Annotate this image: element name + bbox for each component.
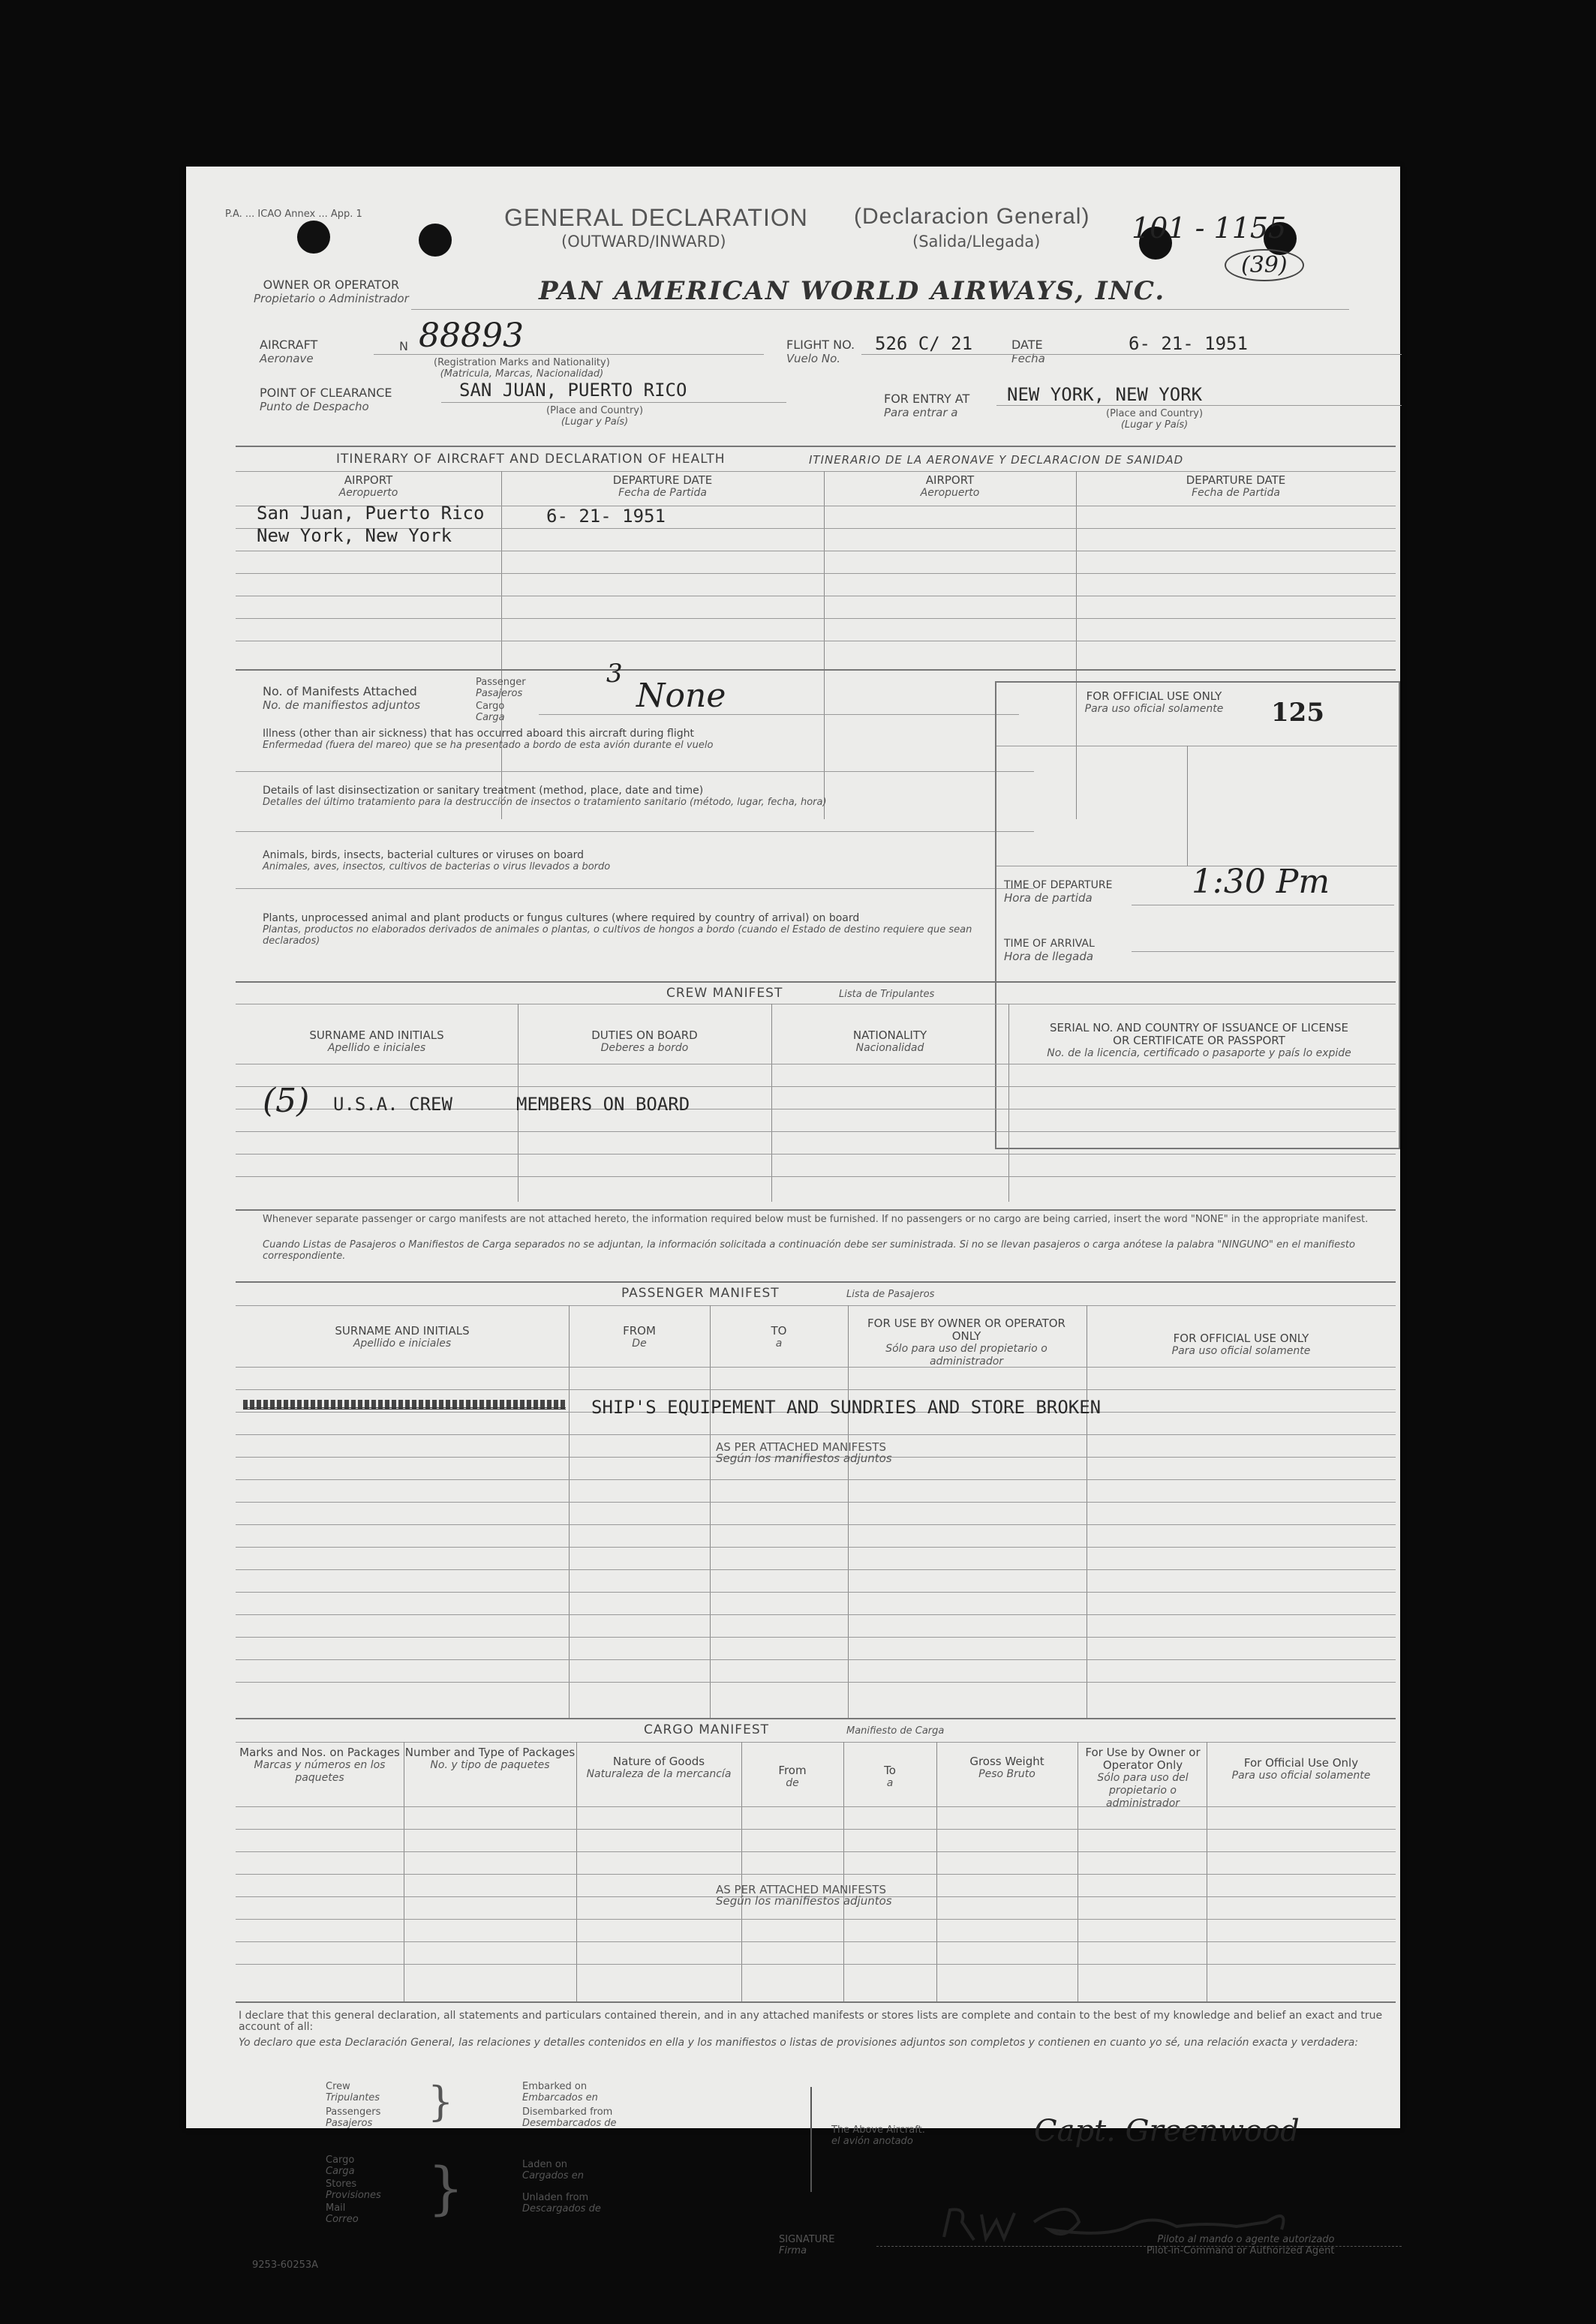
decl-disembarked: Disembarked from Desembarcados de xyxy=(522,2106,617,2129)
flight-date: 6- 21- 1951 xyxy=(1129,333,1248,354)
declaration-form xyxy=(186,167,1400,2271)
crew-entry-a: U.S.A. CREW xyxy=(333,1094,452,1115)
official-use-label: FOR OFFICIAL USE ONLY Para uso oficial solamente xyxy=(1084,689,1224,715)
decl-passengers: Passengers Pasajeros xyxy=(326,2106,381,2129)
manifest-note: Whenever separate passenger or cargo manifests are not attached hereto, the information required below must be furnished. If no passengers or no cargo are being carried, insert the word "NONE" in the appropriate manifest. xyxy=(263,1214,1369,1225)
passenger-entry: SHIP'S EQUIPEMENT AND SUNDRIES AND STORE BROKEN xyxy=(591,1397,1102,1418)
departure-time: 1:30 Pm xyxy=(1192,863,1330,901)
cargo-header-packages: Number and Type of Packages No. y tipo de paquetes xyxy=(404,1746,576,1771)
struck-out-name xyxy=(243,1400,566,1410)
signature-label: SIGNATURE Firma xyxy=(779,2234,835,2256)
crew-manifest-title-es: Lista de Tripulantes xyxy=(839,989,935,1000)
passenger-header-surname: SURNAME AND INITIALS Apellido e iniciales xyxy=(335,1324,470,1350)
cargo-header-goods: Nature of Goods Naturaleza de la mercancía xyxy=(586,1755,732,1780)
passenger-manifest-title-es: Lista de Pasajeros xyxy=(846,1289,935,1300)
cargo-manifest-title-es: Manifiesto de Carga xyxy=(846,1725,945,1737)
cargo-header-owner-use: For Use by Owner or Operator Only Sólo para uso del propietario o administrador xyxy=(1085,1746,1201,1809)
itinerary-header-airport-1: AIRPORT Aeropuerto xyxy=(338,473,398,499)
clearance-place-note: (Place and Country) (Lugar y País) xyxy=(546,405,644,428)
decl-cargo: Cargo Carga xyxy=(326,2154,355,2177)
clearance-value: SAN JUAN, PUERTO RICO xyxy=(459,380,687,401)
cargo-attached: AS PER ATTACHED MANIFESTS Según los manifiestos adjuntos xyxy=(716,1883,892,1908)
official-number: 125 xyxy=(1271,698,1324,728)
aircraft-prefix: N xyxy=(399,339,408,353)
crew-header-nationality: NATIONALITY Nacionalidad xyxy=(852,1028,927,1054)
form-title-es: (Declaracion General) xyxy=(854,204,1090,229)
passenger-header-official-use: FOR OFFICIAL USE ONLY Para uso oficial solamente xyxy=(1171,1332,1311,1357)
captain-name: Capt. Greenwood xyxy=(1034,2114,1300,2148)
passenger-header-to: TO a xyxy=(771,1324,787,1350)
cargo-header-to: To a xyxy=(884,1764,896,1789)
cargo-header-weight: Gross Weight Peso Bruto xyxy=(969,1755,1044,1780)
punch-hole xyxy=(419,224,452,257)
decl-embarked: Embarked on Embarcados en xyxy=(522,2081,598,2103)
passenger-manifest-count: 3 xyxy=(606,659,623,689)
passenger-attached: AS PER ATTACHED MANIFESTS Según los manifiestos adjuntos xyxy=(716,1440,892,1465)
form-subtitle: (OUTWARD/INWARD) xyxy=(561,233,726,251)
passenger-manifest-title: PASSENGER MANIFEST xyxy=(621,1286,780,1301)
cargo-manifest-value: None xyxy=(636,677,726,715)
manifest-note-es: Cuando Listas de Pasajeros o Manifiestos de Carga separados no se adjuntan, la información solicitada a continuación debe ser suministrada. Si no se llevan pasajeros o carga anótese la palabra "NINGUNO" en el manifiesto correspondiente. xyxy=(263,1239,1355,1262)
entry-place-note: (Place and Country) (Lugar y País) xyxy=(1106,408,1204,431)
cargo-label: Cargo Carga xyxy=(476,701,505,723)
itinerary-title-es: ITINERARIO DE LA AERONAVE Y DECLARACION DE SANIDAD xyxy=(809,453,1184,467)
passenger-header-from: FROM De xyxy=(623,1324,656,1350)
aircraft-label: AIRCRAFT Aeronave xyxy=(260,338,318,365)
date-label: DATE Fecha xyxy=(1011,338,1045,365)
itinerary-airport: San Juan, Puerto Rico xyxy=(257,503,485,524)
brace: } xyxy=(428,2154,464,2221)
declaration-text-es: Yo declaro que esta Declaración General, las relaciones y detalles contenidos en ella y los manifiestos o listas de provisiones adjuntos son completos y contienen en cuanto yo sé, una relación exacta y verdadera: xyxy=(239,2037,1359,2049)
pilot-label: Piloto al mando o agente autorizado Pilot-in-Command or Authorized Agent xyxy=(1147,2234,1335,2256)
flight-label: FLIGHT NO. Vuelo No. xyxy=(786,338,855,365)
entry-label: FOR ENTRY AT Para entrar a xyxy=(884,392,970,419)
plants-label: Plants, unprocessed animal and plant products or fungus cultures (where required by country of arrival) on board Plantas, productos no elaborados derivados de animales o plantas, o cultivos de hongos a bordo (cuando el Estado de destino requiere que sean declarados) xyxy=(263,912,972,947)
aircraft-registration: 88893 xyxy=(419,317,524,355)
crew-manifest-title: CREW MANIFEST xyxy=(666,986,783,1001)
flight-number: 526 C/ 21 xyxy=(875,333,973,354)
cargo-header-marks: Marks and Nos. on Packages Marcas y números en los paquetes xyxy=(239,1746,400,1784)
cargo-manifest-title: CARGO MANIFEST xyxy=(644,1722,769,1737)
entry-value: NEW YORK, NEW YORK xyxy=(1007,384,1203,405)
decl-laden: Laden on Cargados en xyxy=(522,2159,584,2181)
punch-hole xyxy=(297,221,330,254)
decl-stores: Stores Provisiones xyxy=(326,2178,381,2201)
itinerary-header-date-1: DEPARTURE DATE Fecha de Partida xyxy=(612,473,713,499)
decl-mail: Mail Correo xyxy=(326,2202,359,2225)
decl-crew: Crew Tripulantes xyxy=(326,2081,380,2103)
brace: } xyxy=(428,2078,454,2125)
registration-note: (Registration Marks and Nationality) (Matricula, Marcas, Nacionalidad) xyxy=(434,357,610,380)
official-use-box xyxy=(995,681,1400,1149)
crew-header-surname: SURNAME AND INITIALS Apellido e iniciales xyxy=(309,1028,444,1054)
crew-count: (5) xyxy=(263,1082,310,1120)
cargo-header-from: From de xyxy=(778,1764,807,1789)
form-subtitle-es: (Salida/Llegada) xyxy=(912,233,1041,251)
itinerary-header-date-2: DEPARTURE DATE Fecha de Partida xyxy=(1186,473,1286,499)
crew-header-license: SERIAL NO. AND COUNTRY OF ISSUANCE OF LICENSE OR CERTIFICATE OR PASSPORT No. de la licencia, certificado o pasaporte y país lo expide xyxy=(1047,1021,1351,1059)
manifests-label: No. of Manifests Attached No. de manifiestos adjuntos xyxy=(263,684,421,712)
clearance-label: POINT OF CLEARANCE Punto de Despacho xyxy=(260,386,392,413)
passenger-label: Passenger Pasajeros xyxy=(476,677,526,699)
decl-unladen: Unladen from Descargados de xyxy=(522,2192,601,2214)
operator-value: PAN AMERICAN WORLD AIRWAYS, INC. xyxy=(539,276,1166,306)
illness-label: Illness (other than air sickness) that has occurred aboard this aircraft during flight Enfermedad (fuera del mareo) que se ha presentado a bordo de esta avión durante el vuelo xyxy=(263,728,714,751)
itinerary-airport: New York, New York xyxy=(257,525,452,546)
itinerary-date: 6- 21- 1951 xyxy=(546,506,666,527)
disinsectization-label: Details of last disinsectization or sanitary treatment (method, place, date and time) Detalles del último tratamiento para la destrucción de insectos o tratamiento sanitario (método, lugar, fecha, hora) xyxy=(263,785,827,808)
above-aircraft: The Above Aircraft. el avión anotado xyxy=(831,2124,925,2147)
crew-entry-b: MEMBERS ON BOARD xyxy=(516,1094,690,1115)
file-number: 101 - 1155 xyxy=(1132,212,1287,245)
crew-header-duties: DUTIES ON BOARD Deberes a bordo xyxy=(591,1028,698,1054)
itinerary-header-airport-2: AIRPORT Aeropuerto xyxy=(920,473,980,499)
animals-label: Animals, birds, insects, bacterial cultures or viruses on board Animales, aves, insectos, cultivos de bacterias o virus llevados a bordo xyxy=(263,849,611,872)
file-number-sub: (39) xyxy=(1225,249,1304,281)
cargo-header-official-use: For Official Use Only Para uso oficial solamente xyxy=(1231,1756,1371,1782)
itinerary-title: ITINERARY OF AIRCRAFT AND DECLARATION OF HEALTH xyxy=(336,452,726,467)
passenger-header-owner-use: FOR USE BY OWNER OR OPERATOR ONLY Sólo para uso del propietario o administrador xyxy=(867,1317,1066,1368)
declaration-text: I declare that this general declaration, all statements and particulars contained therein, and in any attached manifests or stores lists are complete and contain to the best of my knowledge and belief an exact and true account of all: xyxy=(239,2010,1383,2033)
annex-reference: P.A. ... ICAO Annex ... App. 1 xyxy=(225,209,362,220)
form-number: 9253-60253A xyxy=(252,2259,319,2271)
form-title: GENERAL DECLARATION xyxy=(504,204,808,231)
departure-time-label: TIME OF DEPARTURE Hora de partida xyxy=(1004,879,1113,905)
operator-label: OWNER OR OPERATOR Propietario o Administrador xyxy=(254,278,409,305)
arrival-time-label: TIME OF ARRIVAL Hora de llegada xyxy=(1004,938,1095,963)
